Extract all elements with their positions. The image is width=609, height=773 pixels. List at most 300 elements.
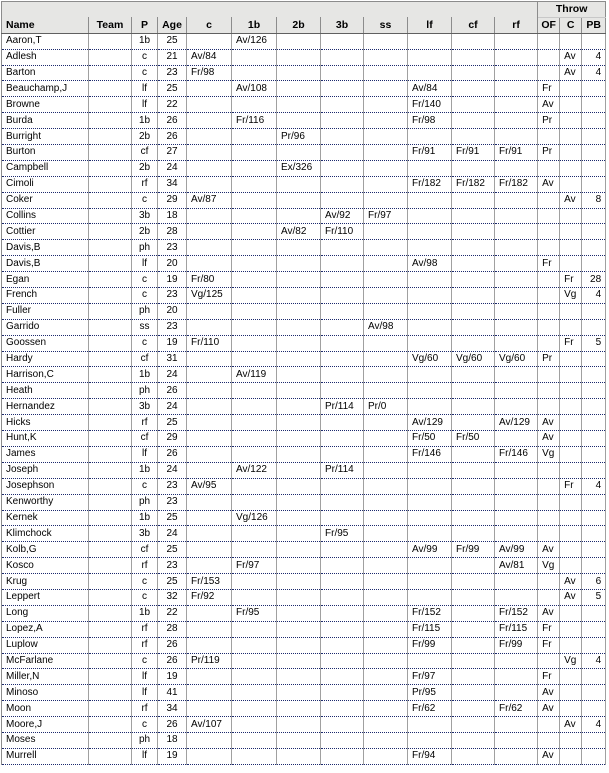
cell-c [187, 176, 232, 192]
cell-3b [321, 113, 364, 129]
cell-2b [277, 33, 321, 49]
cell-lf [408, 65, 452, 81]
cell-3b [321, 129, 364, 145]
cell-pb [582, 526, 606, 542]
cell-rf: Fr/152 [495, 605, 538, 621]
column-header-name[interactable]: Name [2, 17, 89, 33]
table-row[interactable] [2, 335, 606, 351]
column-header-3b[interactable]: 3b [321, 17, 364, 33]
cell-name: Goossen [2, 335, 89, 351]
cell-c [187, 510, 232, 526]
cell-pb [582, 462, 606, 478]
cell-cf [452, 303, 495, 319]
cell-team [89, 383, 132, 399]
cell-pb [582, 145, 606, 161]
table-row[interactable] [2, 637, 606, 653]
cell-c [560, 176, 582, 192]
cell-lf: Fr/182 [408, 176, 452, 192]
cell-of: Vg [538, 558, 560, 574]
column-header-ss[interactable]: ss [364, 17, 408, 33]
cell-rf [495, 748, 538, 764]
table-row[interactable] [2, 97, 606, 113]
cell-2b [277, 431, 321, 447]
cell-team [89, 367, 132, 383]
cell-2b [277, 574, 321, 590]
cell-3b: Pr/114 [321, 462, 364, 478]
cell-pb [582, 701, 606, 717]
cell-c [187, 685, 232, 701]
cell-rf [495, 589, 538, 605]
cell-age: 23 [158, 319, 187, 335]
cell-c [560, 240, 582, 256]
header-group-row [2, 2, 606, 18]
cell-p: 1b [132, 113, 158, 129]
cell-age: 26 [158, 446, 187, 462]
table-row[interactable] [2, 272, 606, 288]
cell-p: c [132, 192, 158, 208]
cell-of: Av [538, 176, 560, 192]
cell-of [538, 272, 560, 288]
cell-age: 19 [158, 272, 187, 288]
table-row[interactable] [2, 605, 606, 621]
cell-of: Pr [538, 351, 560, 367]
cell-pb [582, 33, 606, 49]
cell-team [89, 494, 132, 510]
column-header-cf[interactable]: cf [452, 17, 495, 33]
cell-ss [364, 431, 408, 447]
cell-age: 31 [158, 351, 187, 367]
cell-team [89, 256, 132, 272]
cell-cf: Fr/99 [452, 542, 495, 558]
cell-ss [364, 558, 408, 574]
cell-team [89, 303, 132, 319]
cell-pb [582, 685, 606, 701]
cell-c [560, 462, 582, 478]
cell-rf [495, 478, 538, 494]
table-row[interactable] [2, 431, 606, 447]
cell-name: Klimchock [2, 526, 89, 542]
cell-1b [232, 176, 277, 192]
column-header-of[interactable]: OF [538, 17, 560, 33]
cell-name: Davis,B [2, 240, 89, 256]
cell-of [538, 653, 560, 669]
table-row[interactable] [2, 49, 606, 65]
cell-3b [321, 415, 364, 431]
cell-ss [364, 732, 408, 748]
cell-3b [321, 478, 364, 494]
cell-2b [277, 605, 321, 621]
cell-c: Vg/125 [187, 288, 232, 304]
cell-c: Av/95 [187, 478, 232, 494]
cell-p: cf [132, 351, 158, 367]
cell-lf [408, 160, 452, 176]
cell-pb: 4 [582, 717, 606, 733]
table-row[interactable] [2, 192, 606, 208]
cell-lf [408, 510, 452, 526]
cell-age: 18 [158, 208, 187, 224]
cell-3b [321, 351, 364, 367]
table-row[interactable] [2, 748, 606, 764]
cell-ss [364, 160, 408, 176]
cell-lf [408, 558, 452, 574]
cell-of: Fr [538, 81, 560, 97]
cell-c [187, 160, 232, 176]
cell-age: 19 [158, 669, 187, 685]
table-row[interactable] [2, 589, 606, 605]
cell-team [89, 605, 132, 621]
cell-3b: Fr/110 [321, 224, 364, 240]
cell-3b: Av/92 [321, 208, 364, 224]
cell-name: Burton [2, 145, 89, 161]
cell-c [187, 542, 232, 558]
cell-team [89, 97, 132, 113]
cell-pb: 28 [582, 272, 606, 288]
cell-p: 3b [132, 399, 158, 415]
cell-2b [277, 494, 321, 510]
cell-3b [321, 192, 364, 208]
cell-3b [321, 288, 364, 304]
cell-c [560, 494, 582, 510]
throw-group-header[interactable]: Throw [538, 2, 606, 18]
table-row[interactable] [2, 129, 606, 145]
cell-age: 28 [158, 224, 187, 240]
cell-name: Browne [2, 97, 89, 113]
table-row[interactable] [2, 383, 606, 399]
cell-pb [582, 113, 606, 129]
cell-lf [408, 192, 452, 208]
cell-2b [277, 383, 321, 399]
cell-1b: Av/126 [232, 33, 277, 49]
cell-age: 23 [158, 558, 187, 574]
cell-lf: Av/99 [408, 542, 452, 558]
column-header-p[interactable]: P [132, 17, 158, 33]
cell-lf [408, 208, 452, 224]
cell-c [560, 383, 582, 399]
cell-rf [495, 494, 538, 510]
cell-of [538, 383, 560, 399]
cell-2b [277, 510, 321, 526]
cell-team [89, 176, 132, 192]
cell-age: 23 [158, 478, 187, 494]
cell-1b [232, 288, 277, 304]
cell-ss [364, 351, 408, 367]
cell-team [89, 701, 132, 717]
cell-pb [582, 732, 606, 748]
cell-c [187, 145, 232, 161]
table-row[interactable] [2, 288, 606, 304]
cell-1b [232, 65, 277, 81]
cell-cf [452, 272, 495, 288]
cell-cf [452, 33, 495, 49]
cell-c [560, 701, 582, 717]
table-row[interactable] [2, 494, 606, 510]
cell-team [89, 621, 132, 637]
cell-3b [321, 589, 364, 605]
cell-pb [582, 558, 606, 574]
table-row[interactable] [2, 526, 606, 542]
cell-age: 22 [158, 97, 187, 113]
cell-lf [408, 589, 452, 605]
cell-p: lf [132, 81, 158, 97]
table-row[interactable] [2, 145, 606, 161]
table-row[interactable] [2, 446, 606, 462]
column-header-team[interactable]: Team [89, 17, 132, 33]
table-row[interactable] [2, 399, 606, 415]
cell-2b [277, 701, 321, 717]
column-header-2b[interactable]: 2b [277, 17, 321, 33]
cell-ss [364, 605, 408, 621]
cell-2b [277, 732, 321, 748]
cell-pb: 4 [582, 65, 606, 81]
cell-c [187, 701, 232, 717]
cell-age: 25 [158, 81, 187, 97]
cell-c [187, 240, 232, 256]
cell-name: Egan [2, 272, 89, 288]
cell-name: Hernandez [2, 399, 89, 415]
cell-pb: 8 [582, 192, 606, 208]
cell-age: 41 [158, 685, 187, 701]
cell-of: Av [538, 685, 560, 701]
cell-pb [582, 240, 606, 256]
cell-3b [321, 701, 364, 717]
cell-pb [582, 256, 606, 272]
cell-1b [232, 240, 277, 256]
cell-team [89, 160, 132, 176]
cell-ss [364, 81, 408, 97]
cell-2b [277, 176, 321, 192]
cell-team [89, 542, 132, 558]
cell-rf: Fr/91 [495, 145, 538, 161]
cell-rf: Av/99 [495, 542, 538, 558]
cell-age: 25 [158, 415, 187, 431]
cell-rf [495, 81, 538, 97]
cell-rf [495, 129, 538, 145]
cell-1b: Av/122 [232, 462, 277, 478]
cell-ss [364, 256, 408, 272]
cell-ss [364, 240, 408, 256]
cell-1b [232, 478, 277, 494]
cell-cf [452, 208, 495, 224]
cell-2b [277, 303, 321, 319]
cell-3b [321, 367, 364, 383]
cell-3b [321, 303, 364, 319]
cell-age: 20 [158, 256, 187, 272]
cell-lf: Fr/50 [408, 431, 452, 447]
cell-pb [582, 748, 606, 764]
cell-c [560, 558, 582, 574]
table-row[interactable] [2, 621, 606, 637]
cell-team [89, 272, 132, 288]
cell-rf [495, 383, 538, 399]
cell-name: Long [2, 605, 89, 621]
table-row[interactable] [2, 351, 606, 367]
table-row[interactable] [2, 685, 606, 701]
cell-1b: Av/119 [232, 367, 277, 383]
table-row[interactable] [2, 240, 606, 256]
cell-ss [364, 637, 408, 653]
cell-c [187, 129, 232, 145]
cell-c [560, 748, 582, 764]
cell-lf: Fr/152 [408, 605, 452, 621]
table-row[interactable] [2, 81, 606, 97]
cell-p: c [132, 49, 158, 65]
table-row[interactable] [2, 208, 606, 224]
table-row[interactable] [2, 415, 606, 431]
cell-ss [364, 494, 408, 510]
cell-ss [364, 97, 408, 113]
table-row[interactable] [2, 558, 606, 574]
cell-team [89, 446, 132, 462]
table-row[interactable] [2, 367, 606, 383]
column-header-lf[interactable]: lf [408, 17, 452, 33]
cell-pb [582, 669, 606, 685]
cell-1b [232, 256, 277, 272]
cell-lf: Fr/62 [408, 701, 452, 717]
table-row[interactable] [2, 319, 606, 335]
cell-c [560, 542, 582, 558]
cell-1b [232, 303, 277, 319]
cell-age: 21 [158, 49, 187, 65]
table-row[interactable] [2, 65, 606, 81]
cell-name: Lopez,A [2, 621, 89, 637]
cell-p: c [132, 65, 158, 81]
cell-2b [277, 256, 321, 272]
cell-cf [452, 367, 495, 383]
cell-2b [277, 288, 321, 304]
cell-lf [408, 383, 452, 399]
cell-c: Av/107 [187, 717, 232, 733]
cell-c [187, 351, 232, 367]
cell-pb: 4 [582, 478, 606, 494]
cell-pb [582, 351, 606, 367]
table-row[interactable] [2, 574, 606, 590]
cell-rf [495, 224, 538, 240]
table-row[interactable] [2, 510, 606, 526]
cell-1b: Vg/126 [232, 510, 277, 526]
column-header-c[interactable]: C [560, 17, 582, 33]
cell-team [89, 224, 132, 240]
cell-c [560, 669, 582, 685]
cell-2b [277, 49, 321, 65]
cell-lf: Fr/99 [408, 637, 452, 653]
cell-c: Fr/110 [187, 335, 232, 351]
cell-c: Fr [560, 478, 582, 494]
cell-2b [277, 415, 321, 431]
table-row[interactable] [2, 176, 606, 192]
cell-ss: Pr/0 [364, 399, 408, 415]
table-row[interactable] [2, 160, 606, 176]
cell-of [538, 399, 560, 415]
cell-name: Barton [2, 65, 89, 81]
table-row[interactable] [2, 33, 606, 49]
cell-3b [321, 335, 364, 351]
table-row[interactable] [2, 478, 606, 494]
cell-rf [495, 367, 538, 383]
cell-2b [277, 669, 321, 685]
table-row[interactable] [2, 256, 606, 272]
table-row[interactable] [2, 717, 606, 733]
cell-cf [452, 224, 495, 240]
cell-team [89, 399, 132, 415]
cell-p: cf [132, 431, 158, 447]
cell-c [187, 97, 232, 113]
cell-pb [582, 176, 606, 192]
table-row[interactable] [2, 224, 606, 240]
cell-c [560, 526, 582, 542]
cell-age: 28 [158, 621, 187, 637]
column-header-c[interactable]: c [187, 17, 232, 33]
cell-name: Heath [2, 383, 89, 399]
cell-team [89, 732, 132, 748]
cell-p: rf [132, 621, 158, 637]
table-row[interactable] [2, 303, 606, 319]
cell-of: Fr [538, 621, 560, 637]
cell-pb: 5 [582, 335, 606, 351]
cell-rf [495, 335, 538, 351]
cell-of: Av [538, 97, 560, 113]
table-row[interactable] [2, 669, 606, 685]
cell-of [538, 367, 560, 383]
cell-of [538, 192, 560, 208]
cell-ss [364, 478, 408, 494]
table-row[interactable] [2, 542, 606, 558]
cell-2b [277, 717, 321, 733]
cell-of [538, 33, 560, 49]
cell-c [187, 732, 232, 748]
column-header-age[interactable]: Age [158, 17, 187, 33]
cell-c: Av [560, 49, 582, 65]
cell-p: 1b [132, 510, 158, 526]
cell-cf [452, 478, 495, 494]
cell-rf [495, 462, 538, 478]
table-row[interactable] [2, 732, 606, 748]
cell-team [89, 81, 132, 97]
cell-c [560, 129, 582, 145]
cell-team [89, 669, 132, 685]
cell-pb: 4 [582, 653, 606, 669]
cell-3b [321, 621, 364, 637]
table-row[interactable] [2, 653, 606, 669]
table-row[interactable] [2, 462, 606, 478]
cell-name: Kolb,G [2, 542, 89, 558]
cell-c [560, 33, 582, 49]
cell-2b [277, 653, 321, 669]
column-header-rf[interactable]: rf [495, 17, 538, 33]
cell-age: 25 [158, 510, 187, 526]
cell-cf [452, 129, 495, 145]
cell-c [560, 637, 582, 653]
column-header-1b[interactable]: 1b [232, 17, 277, 33]
cell-cf [452, 240, 495, 256]
cell-p: rf [132, 637, 158, 653]
cell-team [89, 49, 132, 65]
cell-of: Av [538, 605, 560, 621]
table-row[interactable] [2, 113, 606, 129]
cell-c [560, 160, 582, 176]
cell-cf [452, 81, 495, 97]
cell-team [89, 240, 132, 256]
cell-name: Aaron,T [2, 33, 89, 49]
column-header-pb[interactable]: PB [582, 17, 606, 33]
cell-age: 23 [158, 240, 187, 256]
cell-c [187, 81, 232, 97]
cell-cf [452, 669, 495, 685]
cell-c [560, 256, 582, 272]
cell-ss [364, 113, 408, 129]
table-row[interactable] [2, 701, 606, 717]
cell-1b [232, 383, 277, 399]
cell-p: ph [132, 494, 158, 510]
